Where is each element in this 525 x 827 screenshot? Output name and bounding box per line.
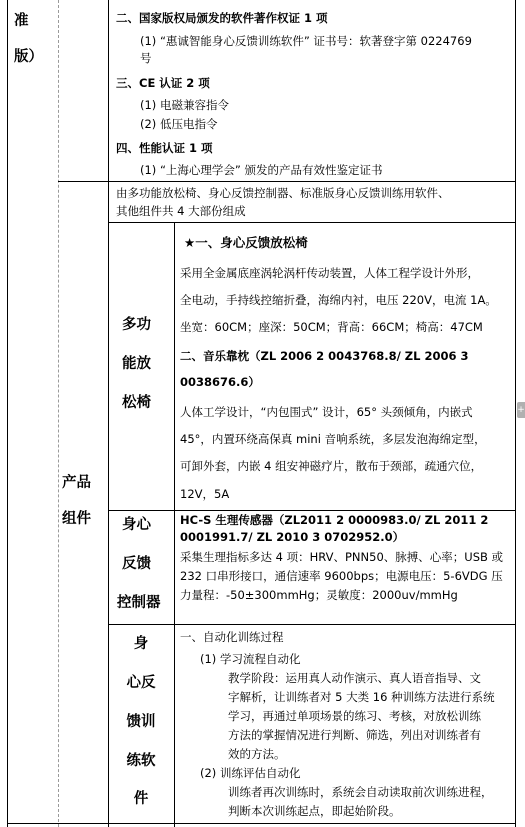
pillow-spec-3: 可卸外套，内嵌 4 组安神磁疗片，散布于颈部，疏通穴位， xyxy=(180,459,483,473)
s3-item2: (2) 低压电指令 xyxy=(140,117,218,131)
left-col-line2: 版） xyxy=(14,49,43,65)
table-border-right xyxy=(515,0,516,827)
sensor-spec-2: 232 口串形接口，通信速率 9600bps；电源电压：5-6VDG 压 xyxy=(180,569,503,583)
software-label-1: 身 xyxy=(133,636,149,652)
product-label-2: 组件 xyxy=(62,511,91,527)
row-divider-controller xyxy=(108,510,515,511)
software-text-6: 训练者再次训练时，系统会自动读取前次训练进程， xyxy=(228,785,493,799)
chair-label-3: 松椅 xyxy=(122,395,151,411)
software-heading: 一、自动化训练过程 xyxy=(180,630,284,644)
chair-heading: ★一、身心反馈放松椅 xyxy=(184,235,308,250)
software-sub-2: (2) 训练评估自动化 xyxy=(200,766,301,780)
software-text-5: 效的方法。 xyxy=(228,747,286,761)
product-label-1: 产品 xyxy=(62,475,91,491)
table-border-bottom xyxy=(7,823,515,824)
s2-item1-a: (1) “惠诚智能身心反馈训练软件” 证书号：软著登字第 0224769 xyxy=(140,34,472,48)
software-label-5: 件 xyxy=(133,791,149,807)
pillow-spec-4: 12V，5A xyxy=(180,487,230,501)
software-text-1: 教学阶段：运用真人动作演示、真人语音指导、文 xyxy=(228,671,481,685)
side-handle-icon[interactable]: + xyxy=(517,402,525,418)
s4-title: 四、性能认证 1 项 xyxy=(116,141,213,155)
software-label-3: 馈训 xyxy=(126,714,156,730)
row-divider-summary xyxy=(108,222,515,223)
s3-item1: (1) 电磁兼容指令 xyxy=(140,98,229,112)
s2-title: 二、国家版权局颁发的软件著作权证 1 项 xyxy=(116,11,328,25)
left-col-line1: 准 xyxy=(14,13,29,29)
chair-spec-1: 采用全金属底座涡轮涡杆传动装置，人体工程学设计外形， xyxy=(180,266,479,280)
product-summary-1: 由多功能放松椅、身心反馈控制器、标准版身心反馈训练用软件、 xyxy=(116,186,450,200)
sensor-spec-3: 力量程：-50±300mmHg；灵敏度：2000uv/mmHg xyxy=(180,588,458,602)
s4-item1: (1) “上海心理学会” 颁发的产品有效性鉴定证书 xyxy=(140,163,383,177)
software-label-2: 心反 xyxy=(126,675,156,691)
controller-label-3: 控制器 xyxy=(117,595,161,611)
row-divider-software xyxy=(108,624,515,625)
pillow-spec-2: 45°，内置环绕高保真 mini 音响系统，多层发泡海绵定型， xyxy=(180,432,486,446)
column-divider-2 xyxy=(108,0,109,827)
software-text-3: 学习，再通过单项场景的练习、考核，对放松训练 xyxy=(228,709,481,723)
pillow-heading-b: 0038676.6） xyxy=(180,375,260,389)
chair-spec-2: 全电动，手持线控缩折叠，海绵内衬，电压 220V，电流 1A。 xyxy=(180,293,497,307)
software-text-7: 判断本次训练起点，即起始阶段。 xyxy=(228,804,401,818)
software-sub-1: (1) 学习流程自动化 xyxy=(200,652,301,666)
s2-item1-b: 号 xyxy=(140,51,152,65)
pillow-heading-a: 二、音乐靠枕（ZL 2006 2 0043768.8/ ZL 2006 3 xyxy=(180,349,469,363)
pillow-spec-1: 人体工学设计，“内包围式” 设计，65° 头颈倾角，内嵌式 xyxy=(180,405,473,419)
row-divider-product xyxy=(58,181,515,182)
sensor-heading-b: 0001991.7/ ZL 2010 3 0702952.0） xyxy=(180,530,405,544)
s3-title: 三、CE 认证 2 项 xyxy=(116,76,210,90)
controller-label-2: 反馈 xyxy=(122,556,151,572)
chair-label-2: 能放 xyxy=(122,356,151,372)
chair-label-1: 多功 xyxy=(122,317,151,333)
software-text-2: 字解析，让训练者对 5 大类 16 种训练方法进行系统 xyxy=(228,690,495,704)
controller-label-1: 身心 xyxy=(122,517,151,533)
column-divider-1 xyxy=(58,0,59,827)
software-text-4: 方法的掌握情况进行判断、筛选，列出对训练者有 xyxy=(228,728,481,742)
sensor-heading-a: HC-S 生理传感器（ZL2011 2 0000983.0/ ZL 2011 2 xyxy=(180,513,489,527)
table-border-left xyxy=(7,0,8,827)
chair-spec-3: 坐宽：60CM；座深：50CM；背高：66CM；椅高：47CM xyxy=(180,320,483,334)
product-summary-2: 其他组件共 4 大部份组成 xyxy=(116,204,246,218)
software-label-4: 练软 xyxy=(126,753,156,769)
column-divider-3 xyxy=(174,222,175,827)
sensor-spec-1: 采集生理指标多达 4 项：HRV、PNN50、脉搏、心率；USB 或 xyxy=(180,550,504,564)
